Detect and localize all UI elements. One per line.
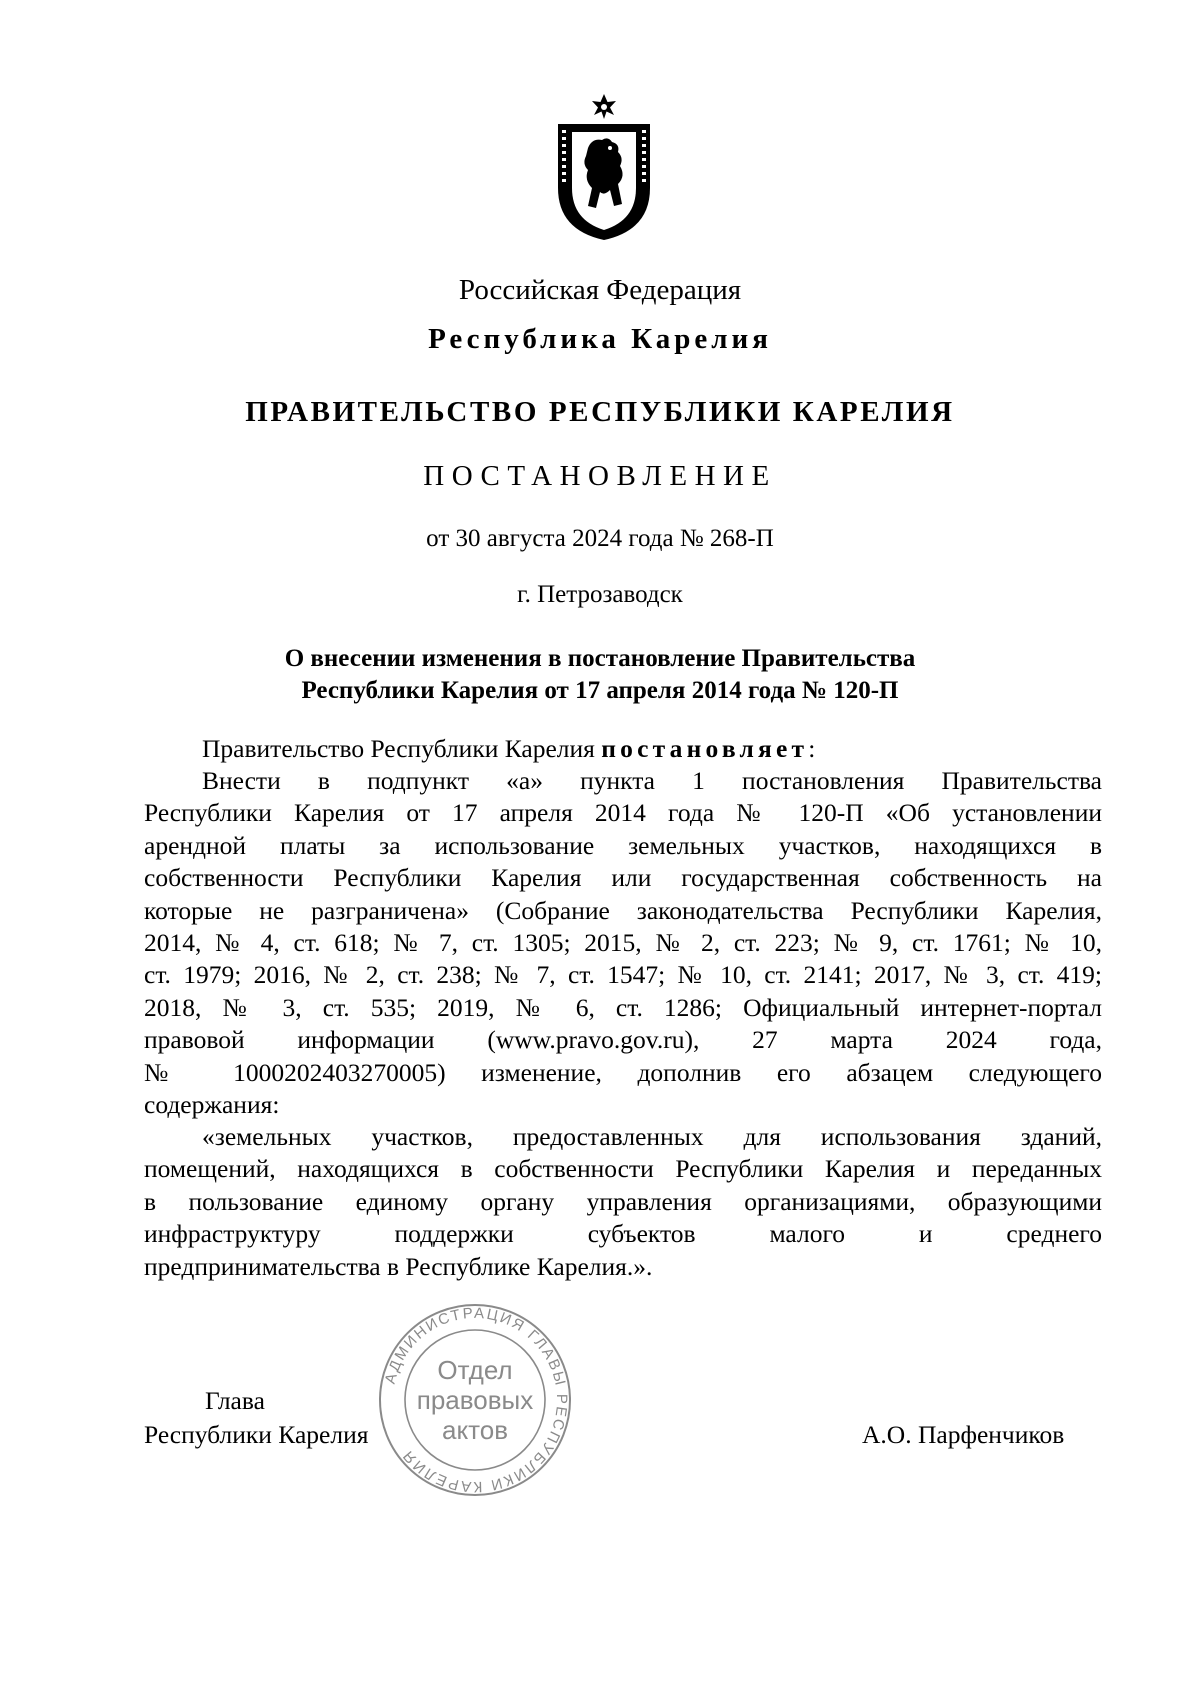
document-title-line: Республики Карелия от 17 апреля 2014 года № 120-П bbox=[301, 677, 899, 704]
signature-title: Глава bbox=[205, 1386, 265, 1415]
government-name: ПРАВИТЕЛЬСТВО РЕСПУБЛИКИ КАРЕЛИЯ bbox=[245, 396, 955, 428]
intro-paragraph bbox=[144, 733, 1102, 765]
paragraph-line: Внести в подпункт «а» пункта 1 постановления Правительства bbox=[202, 766, 1102, 795]
paragraph-line: Республики Карелия от 17 апреля 2014 года № 120-П «Об установлении bbox=[144, 798, 1102, 828]
republic-name: Республика Карелия bbox=[428, 323, 772, 355]
coat-of-arms-emblem bbox=[552, 92, 656, 242]
document-title-line: О внесении изменения в постановление Правительства bbox=[284, 645, 916, 672]
body-paragraph-1 bbox=[144, 765, 1102, 1121]
document-date-number: от 30 августа 2024 года № 268-П bbox=[426, 525, 774, 552]
paragraph-line: содержания: bbox=[144, 1090, 280, 1120]
paragraph-line: которые не разграничена» (Собрание законодательства Республики Карелия, bbox=[144, 895, 1102, 925]
document-title bbox=[0, 643, 1200, 707]
stamp-center-line: Отдел bbox=[437, 1355, 513, 1385]
paragraph-line: инфраструктуру поддержки субъектов малого и среднего bbox=[144, 1219, 1102, 1249]
paragraph-line: 2014, № 4, ст. 618; № 7, ст. 1305; 2015, № 2, ст. 223; № 9, ст. 1761; № 10, bbox=[144, 928, 1102, 958]
stamp-center-line: правовых bbox=[416, 1385, 534, 1415]
signature-organization: Республики Карелия bbox=[144, 1420, 369, 1449]
intro-colon: : bbox=[808, 734, 816, 763]
paragraph-line: помещений, находящихся в собственности Республики Карелия и переданных bbox=[144, 1154, 1102, 1184]
paragraph-line: правовой информации (www.pravo.gov.ru), 27 марта 2024 года, bbox=[144, 1025, 1102, 1055]
paragraph-line: «земельных участков, предоставленных для использования зданий, bbox=[202, 1122, 1102, 1151]
stamp-center-line: актов bbox=[441, 1415, 509, 1445]
paragraph-line: собственности Республики Карелия или государственная собственность на bbox=[144, 863, 1102, 893]
intro-verb: постановляет bbox=[601, 734, 809, 763]
paragraph-line: № 1000202403270005) изменение, дополнив его абзацем следующего bbox=[144, 1057, 1102, 1087]
paragraph-line: предпринимательства в Республике Карелия.». bbox=[144, 1251, 653, 1281]
document-type: ПОСТАНОВЛЕНИЕ bbox=[423, 460, 777, 492]
document-city: г. Петрозаводск bbox=[517, 581, 683, 608]
signature-name: А.О. Парфенчиков bbox=[862, 1420, 1065, 1449]
paragraph-line: в пользование единому органу управления организациями, образующими bbox=[144, 1186, 1102, 1216]
stamp-ring-text: АДМИНИСТРАЦИЯ ГЛАВЫ РЕСПУБЛИКИ КАРЕЛИЯ bbox=[381, 1304, 571, 1496]
paragraph-line: 2018, № 3, ст. 535; 2019, № 6, ст. 1286; Официальный интернет-портал bbox=[144, 992, 1102, 1022]
body-paragraph-2 bbox=[144, 1121, 1102, 1283]
country-name: Российская Федерация bbox=[458, 274, 742, 306]
paragraph-line: арендной платы за использование земельных участков, находящихся в bbox=[144, 830, 1102, 860]
official-stamp bbox=[370, 1300, 580, 1500]
intro-text: Правительство Республики Карелия bbox=[202, 734, 595, 763]
paragraph-line: ст. 1979; 2016, № 2, ст. 238; № 7, ст. 1547; № 10, ст. 2141; 2017, № 3, ст. 419; bbox=[144, 960, 1102, 990]
